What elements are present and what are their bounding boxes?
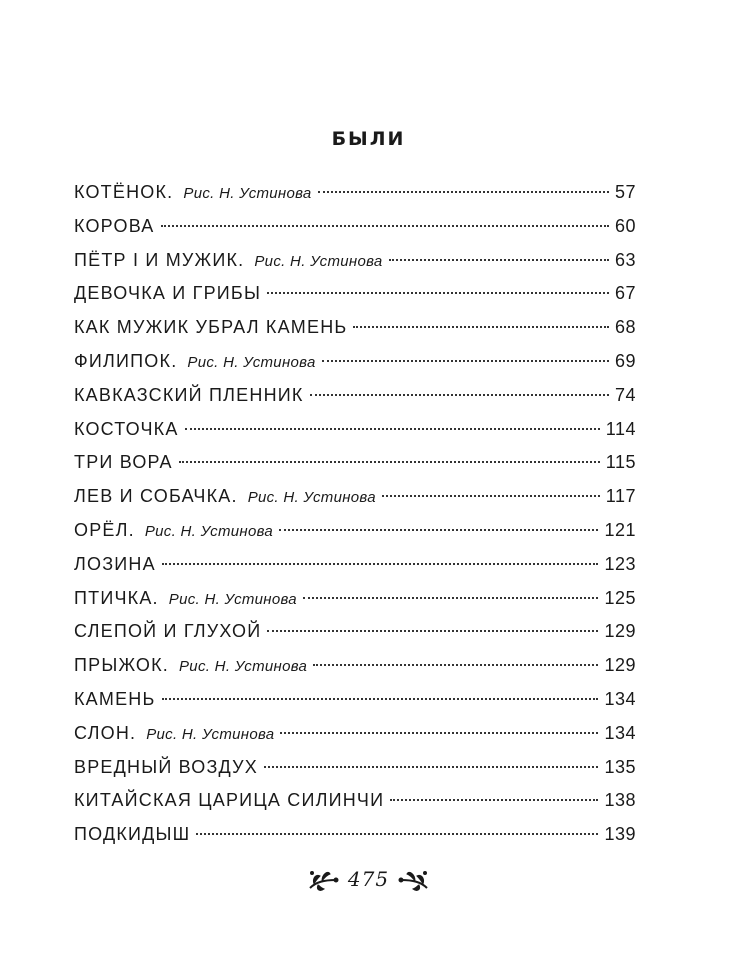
toc-entry-title: СЛЕПОЙ И ГЛУХОЙ — [74, 621, 262, 642]
toc-entry-title: ДЕВОЧКА И ГРИБЫ — [74, 283, 262, 304]
toc-entry — [74, 176, 636, 210]
toc-entry-page-number: 63 — [614, 249, 636, 270]
toc-entry-page-number: 115 — [605, 452, 636, 473]
toc-entry-title: ПТИЧКА. — [74, 587, 159, 608]
toc-entry-page-number: 57 — [614, 182, 636, 202]
toc-entry-title: ЛЕВ И СОБАЧКА. — [74, 486, 238, 507]
toc-entry-title: КОСТОЧКА — [74, 418, 179, 439]
toc-entry — [74, 548, 636, 582]
dot-leader — [185, 428, 600, 430]
toc-entry-page-number: 68 — [614, 317, 636, 338]
toc-entry-illustrator: Рис. Н. Устинова — [254, 252, 383, 270]
dot-leader — [267, 630, 598, 632]
toc-entry-page-number: 129 — [604, 655, 636, 676]
toc-entry-illustrator: Рис. Н. Устинова — [247, 489, 376, 507]
dot-leader — [390, 799, 598, 801]
toc-entry-title: ПРЫЖОК. — [74, 655, 169, 676]
dot-leader — [280, 732, 598, 734]
dot-leader — [162, 563, 599, 565]
toc-entry-title: ПОДКИДЫШ — [74, 824, 191, 845]
toc-entry — [74, 345, 636, 379]
toc-entry-illustrator: Рис. Н. Устинова — [183, 185, 312, 202]
toc-entry-title: КАВКАЗСКИЙ ПЛЕННИК — [74, 384, 304, 405]
toc-entry-page-number: 134 — [604, 688, 636, 709]
toc-entry-page-number: 74 — [614, 384, 636, 405]
toc-entry-page-number: 125 — [604, 587, 636, 608]
toc-entry — [74, 717, 636, 751]
dot-leader — [318, 191, 609, 193]
toc-entry-illustrator: Рис. Н. Устинова — [168, 590, 297, 608]
toc-entry-title: ОРЁЛ. — [74, 519, 135, 540]
toc-entry-illustrator: Рис. Н. Устинова — [187, 353, 316, 371]
dot-leader — [161, 225, 609, 227]
section-title: БЫЛИ — [331, 128, 406, 150]
toc-entry-title: КИТАЙСКАЯ ЦАРИЦА СИЛИНЧИ — [74, 790, 385, 811]
dot-leader — [179, 461, 600, 463]
toc-entry-page-number: 123 — [604, 553, 636, 574]
dot-leader — [353, 326, 609, 328]
page-footer — [0, 864, 737, 894]
dot-leader — [196, 833, 598, 835]
toc-entry — [74, 751, 636, 785]
toc-entry — [74, 514, 636, 548]
toc-entry-page-number: 138 — [604, 790, 636, 811]
toc-entry-page-number: 129 — [604, 621, 636, 642]
floral-ornament-icon — [306, 864, 342, 894]
dot-leader — [313, 664, 598, 666]
toc-entry — [74, 244, 636, 278]
toc-entry-page-number: 134 — [604, 722, 636, 743]
toc-entry-title: ВРЕДНЫЙ ВОЗДУХ — [74, 756, 258, 777]
toc-entry-illustrator: Рис. Н. Устинова — [179, 658, 308, 676]
dot-leader — [389, 259, 609, 261]
dot-leader — [322, 360, 609, 362]
toc-entry-illustrator: Рис. Н. Устинова — [144, 522, 274, 540]
dot-leader — [267, 292, 609, 294]
toc-entry-title: КОТЁНОК. — [74, 182, 174, 202]
toc-entry — [74, 818, 636, 852]
toc-entry-page-number: 69 — [614, 350, 636, 371]
toc-entry-page-number: 135 — [604, 756, 636, 777]
toc-entry — [74, 413, 636, 447]
dot-leader — [264, 766, 598, 768]
dot-leader — [162, 698, 599, 700]
toc-entry — [74, 210, 636, 244]
dot-leader — [310, 394, 609, 396]
toc-entry — [74, 615, 636, 649]
toc-entry-title: ТРИ ВОРА — [74, 452, 173, 473]
toc-entry — [74, 649, 636, 683]
toc-entry-page-number: 117 — [605, 486, 636, 507]
dot-leader — [382, 495, 600, 497]
toc-entry — [74, 480, 636, 514]
toc-entry — [74, 446, 636, 480]
page-number: 475 — [347, 867, 390, 891]
floral-ornament-icon — [395, 864, 431, 894]
toc-entry-page-number: 139 — [604, 824, 636, 845]
toc-entry-title: СЛОН. — [74, 722, 137, 743]
toc-entry — [74, 683, 636, 717]
dot-leader — [279, 529, 598, 531]
toc-entry-page-number: 60 — [614, 215, 636, 236]
toc-entry-title: КОРОВА — [74, 215, 155, 236]
toc-entry-illustrator: Рис. Н. Устинова — [146, 725, 275, 743]
toc-entry-title: ФИЛИПОК. — [74, 350, 178, 371]
toc-entry — [74, 311, 636, 345]
toc-entry-page-number: 114 — [605, 418, 636, 439]
toc-entry-page-number: 67 — [614, 283, 636, 304]
toc-entry — [74, 277, 636, 311]
toc-entry — [74, 784, 636, 818]
toc-entry-title: ПЁТР I И МУЖИК. — [74, 249, 245, 270]
table-of-contents — [74, 176, 636, 852]
dot-leader — [303, 597, 599, 599]
toc-entry-page-number: 121 — [604, 519, 636, 540]
toc-entry — [74, 379, 636, 413]
toc-entry-title: КАК МУЖИК УБРАЛ КАМЕНЬ — [74, 317, 348, 338]
toc-entry-title: ЛОЗИНА — [74, 553, 156, 574]
toc-entry-title: КАМЕНЬ — [74, 688, 156, 709]
toc-entry — [74, 582, 636, 616]
